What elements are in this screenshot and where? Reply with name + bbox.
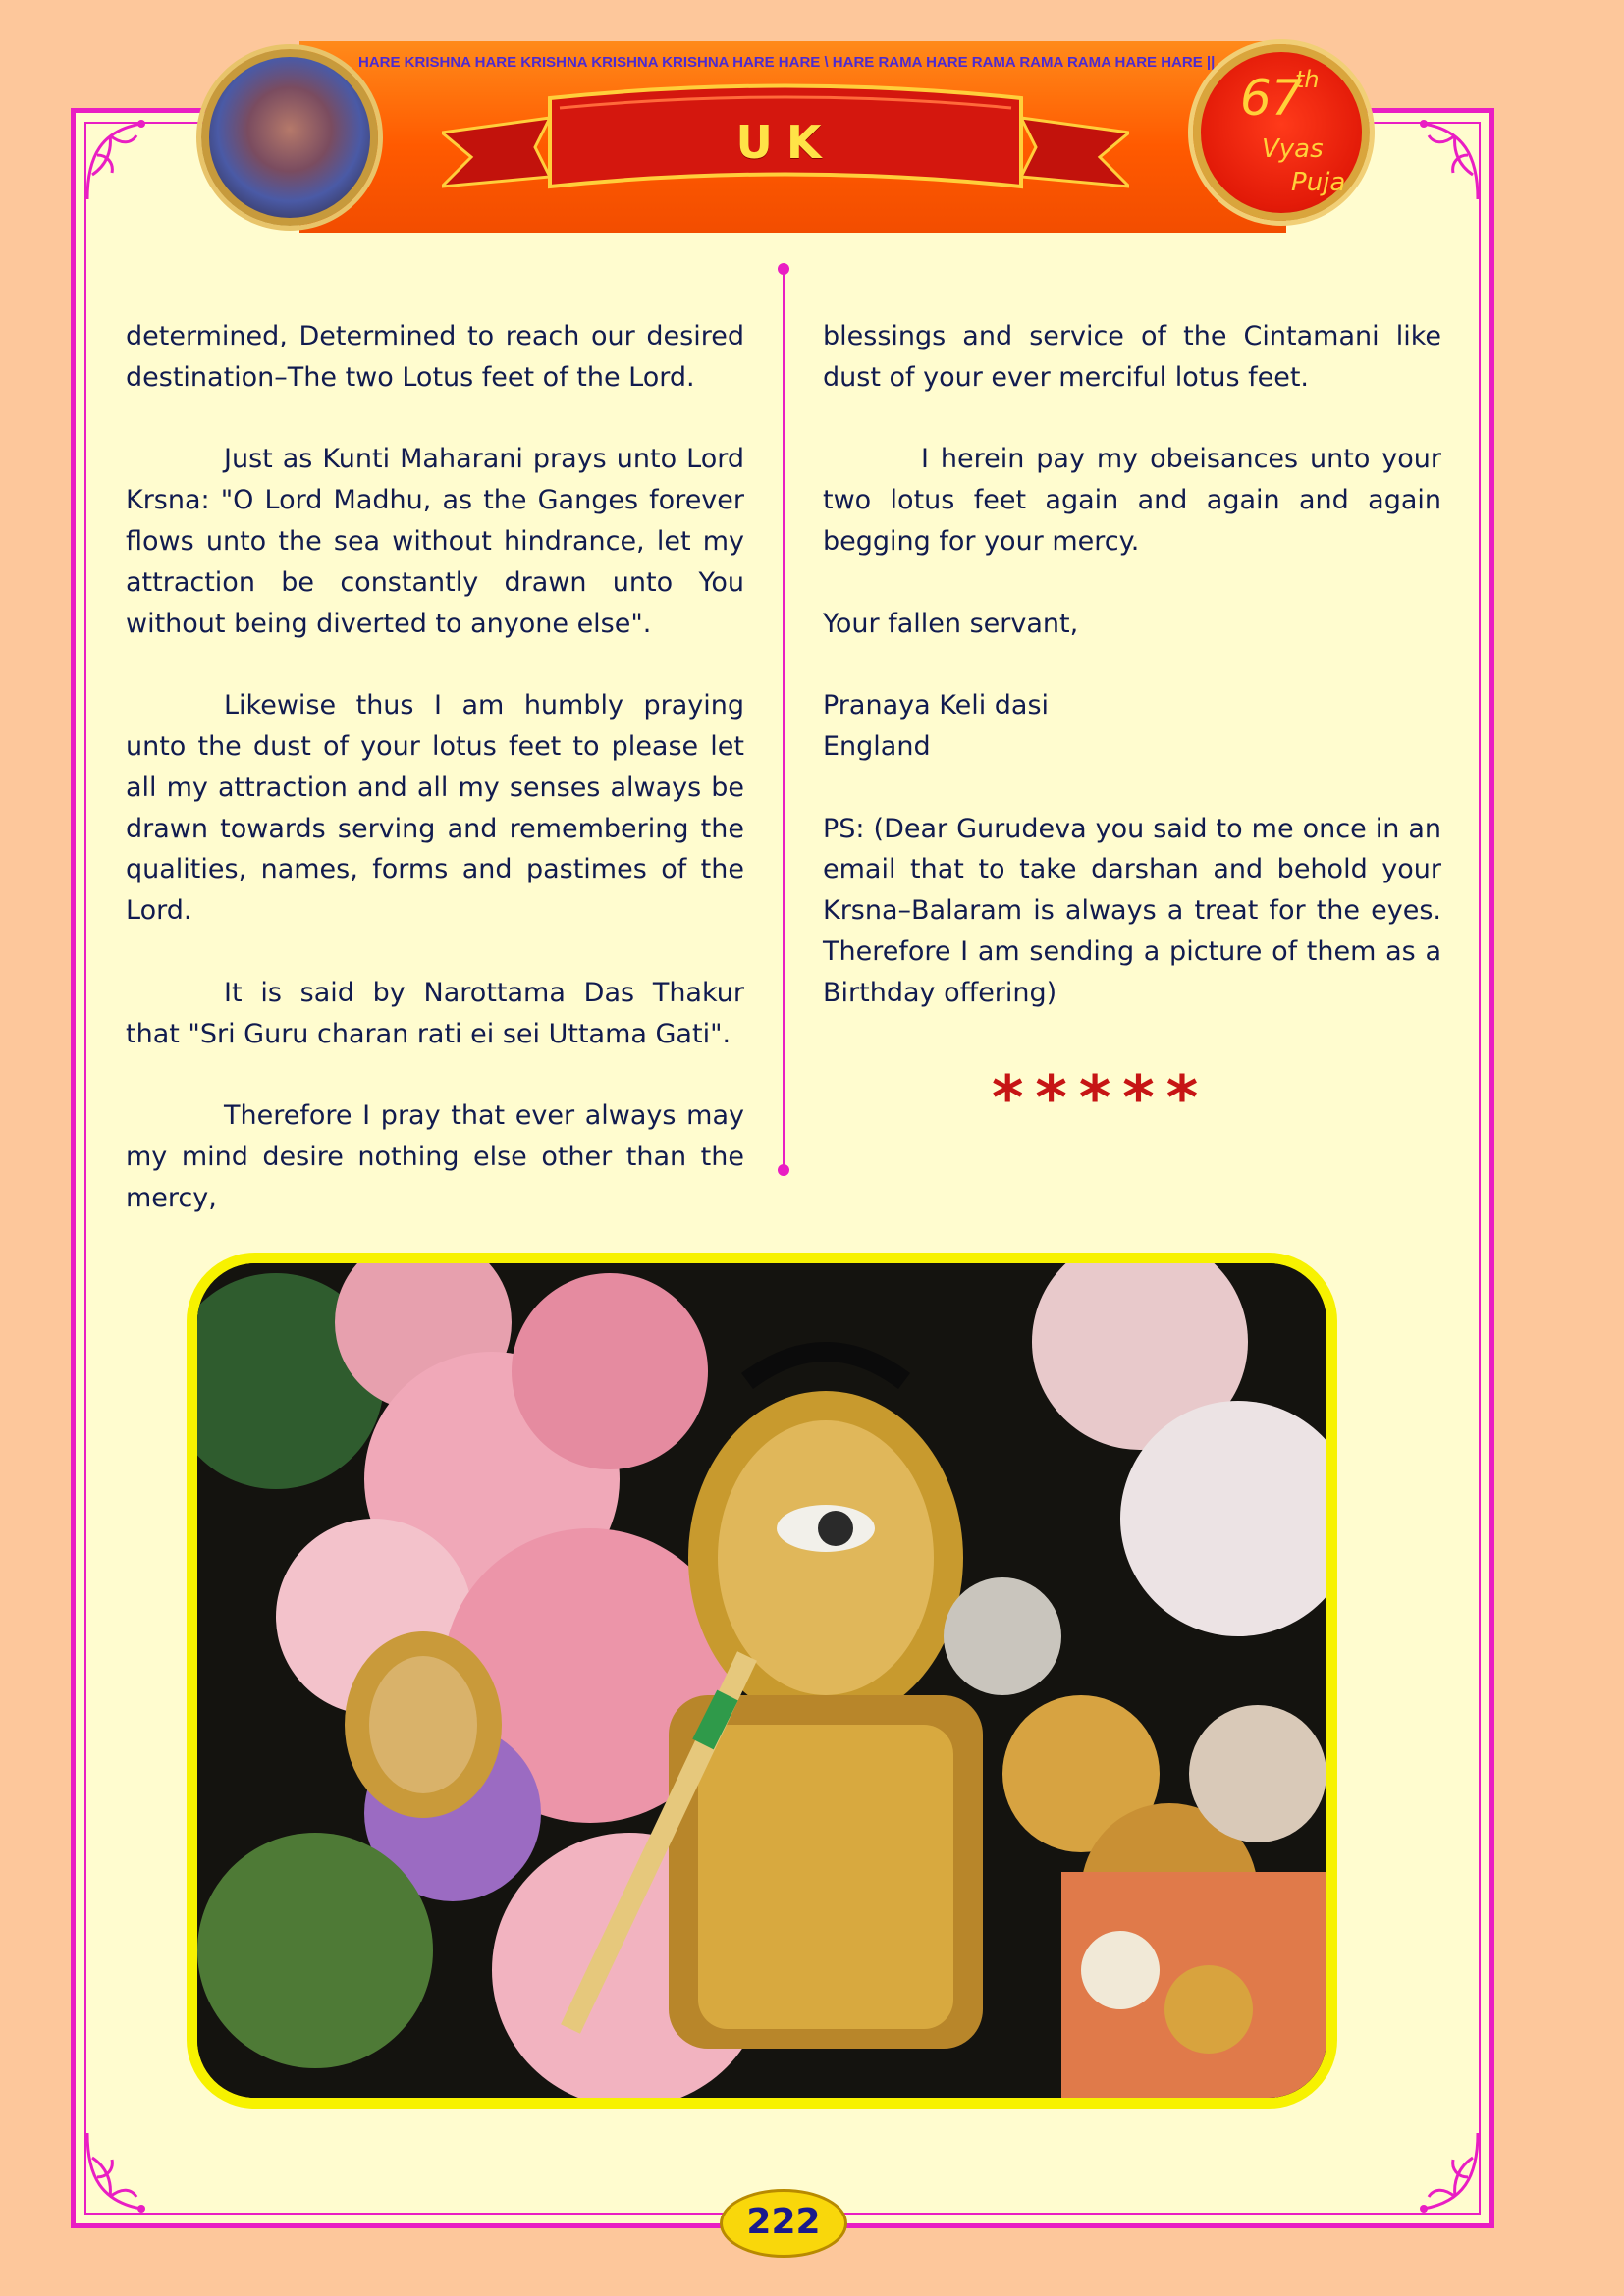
paragraph: Therefore I pray that ever always may my mind desire nothing else other than the mercy, xyxy=(126,1100,744,1213)
corner-flourish-icon xyxy=(1394,2128,1483,2216)
paragraph: I herein pay my obeisances unto your two lotus feet again and again and again begging for your mercy. xyxy=(823,444,1441,557)
right-text-column xyxy=(823,316,1441,1054)
paragraph: Just as Kunti Maharani prays unto Lord Krsna: "O Lord Madhu, as the Ganges forever flows unto the sea without hindrance, let my attraction be constantly drawn unto You without being diverted to anyone else". xyxy=(126,444,744,639)
medallion-vyas: Vyas xyxy=(1262,134,1324,164)
medallion-puja: Puja xyxy=(1291,168,1346,197)
paragraph: determined, Determined to reach our desired destination–The two Lotus feet of the Lord. xyxy=(126,321,744,393)
paragraph: Likewise thus I am humbly praying unto the dust of your lotus feet to please let all my attraction and all my senses always be drawn towards serving and remembering the qualities, names, forms and pastimes of the Lord. xyxy=(126,690,744,927)
author-location: England xyxy=(823,730,931,762)
corner-flourish-icon xyxy=(82,2128,171,2216)
left-text-column xyxy=(126,316,744,1259)
corner-flourish-icon xyxy=(82,116,171,204)
medallion-suffix: th xyxy=(1295,66,1320,93)
deity-photo-image xyxy=(197,1263,1326,2098)
signoff: Your fallen servant, xyxy=(823,608,1079,639)
medallion-number: 67 xyxy=(1240,70,1303,127)
page-number: 222 xyxy=(720,2189,847,2258)
column-divider xyxy=(783,267,785,1170)
deity-medallion xyxy=(201,49,378,226)
vyas-puja-medallion xyxy=(1193,44,1370,221)
divider-bottom-dot xyxy=(778,1164,789,1176)
divider-top-dot xyxy=(778,263,789,275)
paragraph: It is said by Narottama Das Thakur that "Sri Guru charan rati ei sei Uttama Gati". xyxy=(126,977,744,1049)
paragraph: blessings and service of the Cintamani like dust of your ever merciful lotus feet. xyxy=(823,321,1441,393)
postscript: PS: (Dear Gurudeva you said to me once in an email that to take darshan and behold your Krsna–Balaram is always a treat for the eyes. Therefore I am sending a picture of them as a Birthday offering) xyxy=(823,813,1441,1008)
stars-separator: ***** xyxy=(992,1062,1211,1134)
header-mantra: HARE KRISHNA HARE KRISHNA KRISHNA KRISHNA HARE HARE \ HARE RAMA HARE RAMA RAMA RAMA HARE HARE || xyxy=(358,54,1216,71)
author-name: Pranaya Keli dasi xyxy=(823,690,1050,721)
ribbon-title: UK xyxy=(735,116,836,169)
corner-flourish-icon xyxy=(1394,116,1483,204)
deity-photo-frame xyxy=(187,1253,1337,2109)
